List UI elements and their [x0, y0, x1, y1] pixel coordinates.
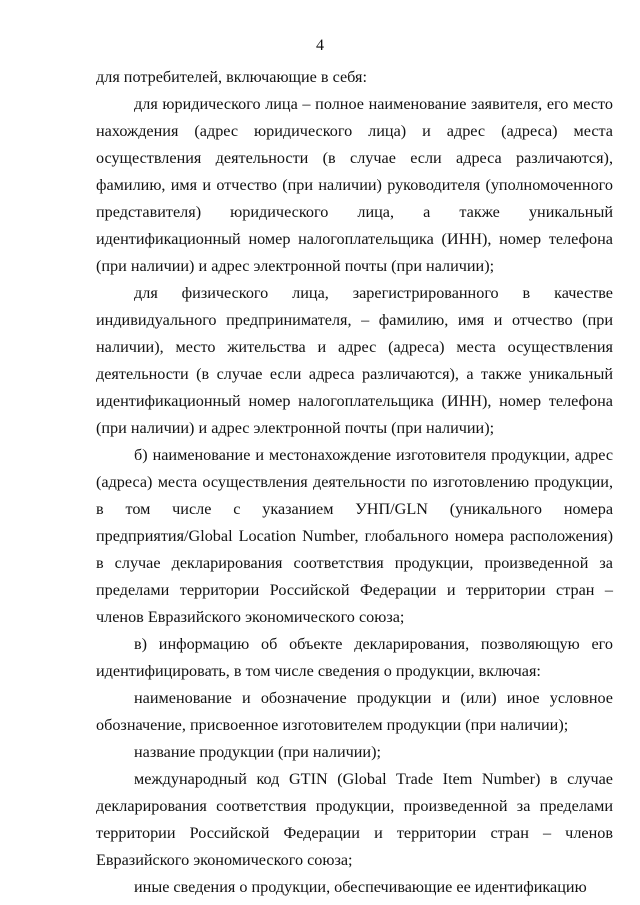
paragraph-item-c-declaration-object: в) информацию об объекте декларирования, позволяющую его идентифицировать, в том числе сведения о продукции, включая: [96, 635, 613, 680]
paragraph-item-b-manufacturer: б) наименование и местонахождение изготовителя продукции, адрес (адреса) места осуществления деятельности по изготовлению продукции, в том числе с указанием УНП/GLN (уникального номера предприятия/Global Location Number, глобального номера расположения) в случае декларирования соответствия продукции, произведенной за пределами территории Российской Федерации и территории стран – членов Евразийского экономического союза; [96, 446, 613, 626]
paragraph-legal-entity: для юридического лица – полное наименование заявителя, его место нахождения (адрес юридического лица) и адрес (адреса) места осуществления деятельности (в случае если адреса различаются), фамилию, имя и отчество (при наличии) руководителя (уполномоченного представителя) юридического лица, а также уникальный идентификационный номер налогоплательщика (ИНН), номер телефона (при наличии) и адрес электронной почты (при наличии); [96, 95, 613, 275]
paragraph-gtin-code: международный код GTIN (Global Trade Item Number) в случае декларирования соответствия продукции, произведенной за пределами территории Российской Федерации и территории стран – членов Евразийского экономического союза; [96, 770, 613, 869]
paragraph-product-title: название продукции (при наличии); [134, 743, 381, 761]
paragraph-other-product-info: иные сведения о продукции, обеспечивающие ее идентификацию [134, 878, 587, 896]
paragraph-individual-entrepreneur: для физического лица, зарегистрированного в качестве индивидуального предпринимателя, – фамилию, имя и отчество (при наличии), место жительства и адрес (адреса) места осуществления деятельности (в случае если адреса различаются), а также уникальный идентификационный номер налогоплательщика (ИНН), номер телефона (при наличии) и адрес электронной почты (при наличии); [96, 284, 613, 437]
paragraph-product-name-designation: наименование и обозначение продукции и (или) иное условное обозначение, присвоенное изготовителем продукции (при наличии); [96, 689, 613, 734]
paragraph-intro: для потребителей, включающие в себя: [96, 68, 367, 86]
page-number: 4 [316, 37, 324, 54]
document-body [96, 64, 613, 901]
